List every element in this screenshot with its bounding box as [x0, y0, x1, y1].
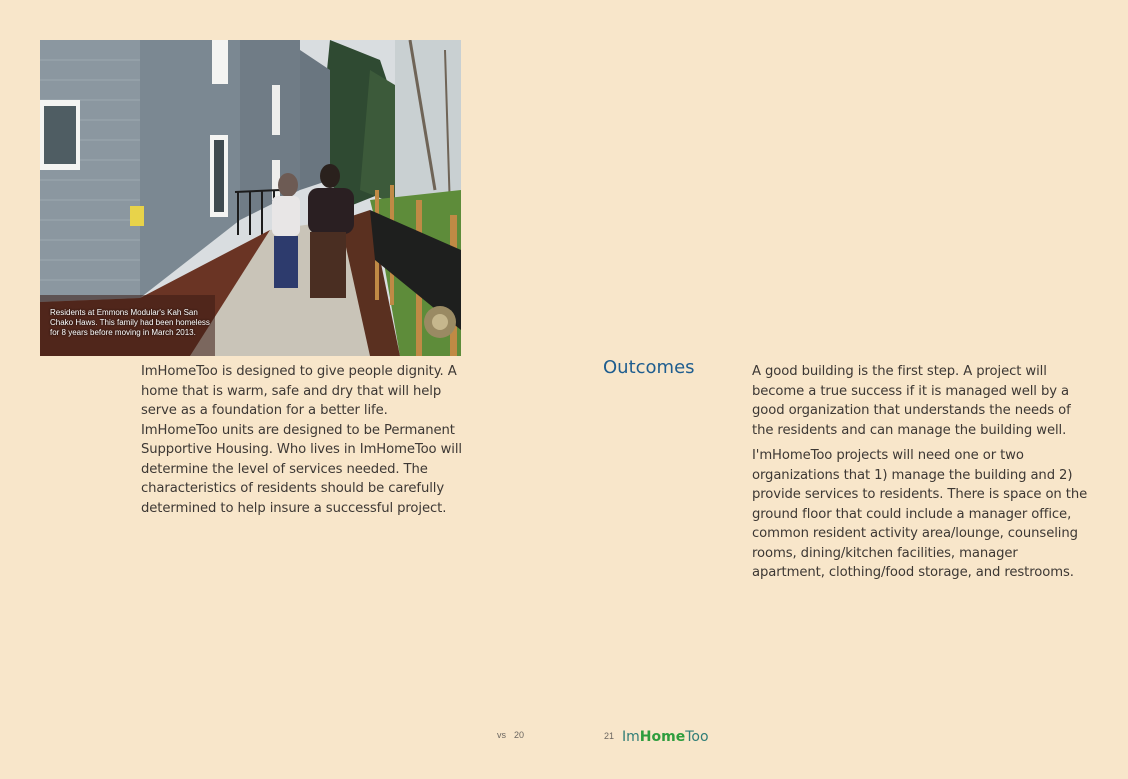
footer-left [497, 730, 524, 740]
footer-left-label: vs [497, 730, 506, 740]
outcomes-heading: Outcomes [603, 357, 695, 378]
page-number-right: 21 [604, 731, 615, 741]
photo-caption: Residents at Emmons Modular's Kah San Chako Haws. This family had been homeless for 8 years before moving in March 2013. [50, 308, 210, 337]
footer-right [604, 726, 709, 745]
outcomes-paragraph-2: I'mHomeToo projects will need one or two organizations that 1) manage the building and 2) provide services to residents. There is space on the ground floor that could include a manager office, common resident activity area/lounge, counseling rooms, dining/kitchen facilities, manager apartment, clothing/food storage, and restrooms. [752, 448, 1088, 580]
intro-paragraph: ImHomeToo is designed to give people dignity. A home that is warm, safe and dry that will help serve as a foundation for a better life. ImHomeToo units are designed to be Permanent Supportive Housing. Who lives in ImHomeToo will determine the level of services needed. The characteristics of residents should be carefully determined to help insure a successful project. [141, 364, 462, 516]
brand-too: Too [685, 729, 709, 745]
page-number-left: 20 [514, 730, 525, 740]
residents-photo [40, 40, 461, 356]
outcomes-body [752, 362, 1092, 589]
outcomes-paragraph-1: A good building is the first step. A project will become a true success if it is managed well by a good organization that understands the needs of the residents and can manage the building well. [752, 364, 1071, 438]
brand-home: Home [639, 729, 686, 745]
brand-im: Im [622, 729, 640, 745]
brand-logo [622, 729, 709, 745]
